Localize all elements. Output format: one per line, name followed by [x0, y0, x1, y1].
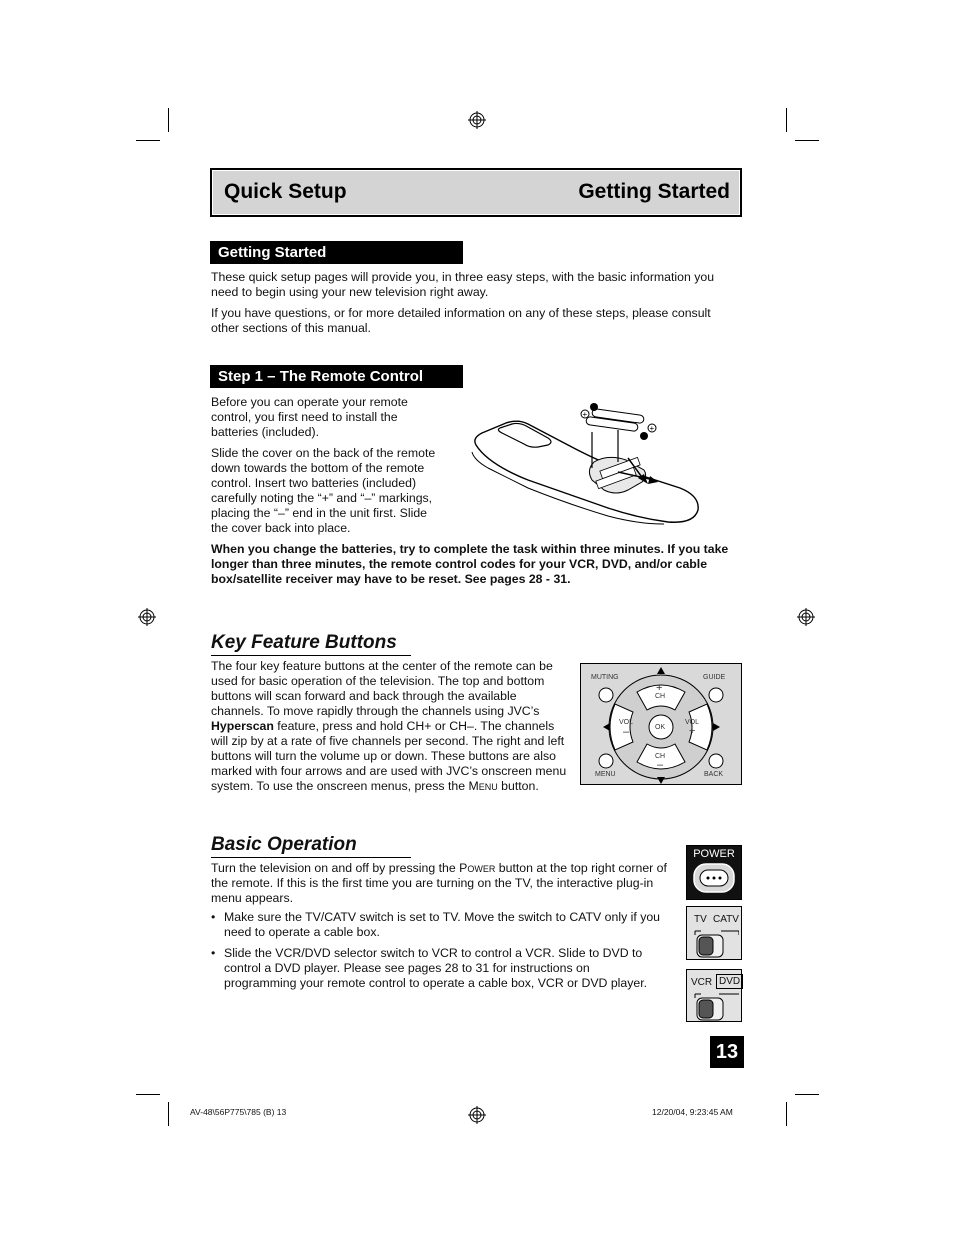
- svg-text:+: +: [649, 424, 655, 433]
- bullet-text: Make sure the TV/CATV switch is set to TV. Move the switch to CATV only if you need to operate a cable box.: [224, 910, 661, 939]
- ch-minus-sign: –: [657, 759, 664, 771]
- page-header: [210, 168, 742, 217]
- basic-text-a: Turn the television on and off by pressing the: [211, 861, 460, 875]
- menu-term: Menu: [468, 779, 498, 793]
- key-feature-heading: Key Feature Buttons: [211, 632, 411, 656]
- basic-operation-paragraph: [211, 861, 673, 906]
- catv-label: CATV: [713, 914, 739, 925]
- key-feature-text-c: button.: [497, 779, 539, 793]
- crop-mark: [136, 1094, 160, 1095]
- tv-catv-switch-icon: [691, 927, 739, 959]
- power-panel-label: POWER: [693, 848, 735, 860]
- basic-text-b: button at the top right corner of the remote. If this is the first time you are turning on the TV, the interactive plug-in menu appears.: [211, 861, 667, 905]
- ch-plus-sign: +: [656, 682, 663, 694]
- crop-mark: [786, 108, 787, 132]
- power-button-panel: [686, 845, 742, 900]
- crop-mark: [136, 140, 160, 141]
- crop-mark: [168, 108, 169, 132]
- crop-mark: [168, 1102, 169, 1126]
- getting-started-paragraph-2: If you have questions, or for more detailed information on any of these steps, please consult other sections of this manual.: [211, 306, 711, 335]
- registration-mark-icon: [138, 608, 156, 626]
- remote-battery-illustration: [468, 400, 704, 526]
- bullet-text: Slide the VCR/DVD selector switch to VCR to control a VCR. Slide to DVD to control a DVD player. Please see pages 28 to 31 for instructions on programming your remote control to operate a cable box, VCR or DVD player.: [224, 946, 648, 990]
- svg-text:+: +: [582, 410, 588, 419]
- vol-left-label: VOL: [619, 719, 634, 726]
- back-label: BACK: [704, 771, 724, 778]
- ok-label: OK: [655, 724, 666, 731]
- basic-operation-heading: Basic Operation: [211, 834, 411, 858]
- getting-started-paragraph-1: These quick setup pages will provide you, in three easy steps, with the basic information you need to begin using your new television right away.: [211, 270, 715, 299]
- vcr-dvd-switch-icon: [691, 990, 739, 1022]
- crop-mark: [795, 140, 819, 141]
- dpad-illustration: [580, 663, 742, 785]
- power-button-icon: [692, 862, 736, 894]
- bullet-item: [211, 910, 663, 940]
- vcr-label: VCR: [691, 977, 713, 988]
- registration-mark-icon: [468, 111, 486, 129]
- crop-mark: [786, 1102, 787, 1126]
- bullet-marker: •: [211, 910, 216, 924]
- dvd-label: DVD: [716, 974, 743, 989]
- menu-label: MENU: [595, 771, 616, 778]
- header-title-left: Quick Setup: [224, 180, 347, 203]
- registration-mark-icon: [797, 608, 815, 626]
- power-term: Power: [459, 861, 496, 875]
- ch-down-label: CH: [655, 753, 666, 760]
- ch-up-label: CH: [655, 693, 666, 700]
- bullet-marker: •: [211, 946, 216, 960]
- bullet-item: [211, 946, 663, 991]
- footer-file-info: AV-48\56P775\785 (B) 13: [190, 1107, 287, 1117]
- footer-timestamp: 12/20/04, 9:23:45 AM: [652, 1107, 733, 1117]
- key-feature-text-a: The four key feature buttons at the center of the remote can be used for basic operation of the television. The top and bottom buttons will scan forward and back through the available channels. To move rapidly through the channels using JVC’s: [211, 659, 553, 718]
- tv-catv-switch-panel: [686, 906, 742, 960]
- vol-plus-sign: +: [689, 725, 696, 737]
- vcr-dvd-switch-panel: [686, 969, 742, 1022]
- vol-right-label: VOL: [685, 719, 700, 726]
- step1-paragraph-2: Slide the cover on the back of the remote down towards the bottom of the remote control. Insert two batteries (included) carefully noting the “+” and “–” markings, placing the “–” end in the unit first. Slide the cover back into place.: [211, 446, 436, 535]
- guide-label: GUIDE: [703, 674, 726, 681]
- header-title-right: Getting Started: [578, 180, 730, 203]
- vol-minus-sign: –: [623, 726, 630, 738]
- battery-warning: When you change the batteries, try to complete the task within three minutes. If you take longer than three minutes, the remote control codes for your VCR, DVD, and/or cable box/satellite receiver may have to be reset. See pages 28 - 31.: [211, 542, 729, 586]
- crop-mark: [795, 1094, 819, 1095]
- tv-label: TV: [694, 914, 707, 925]
- key-feature-paragraph: [211, 659, 569, 794]
- getting-started-heading: Getting Started: [210, 241, 463, 264]
- page-number: 13: [710, 1036, 744, 1068]
- basic-operation-bullets: [211, 910, 663, 997]
- step1-heading: Step 1 – The Remote Control: [210, 365, 463, 388]
- hyperscan-term: Hyperscan: [211, 719, 274, 733]
- step1-paragraph-1: Before you can operate your remote control, you first need to install the batteries (included).: [211, 395, 408, 439]
- registration-mark-icon: [468, 1106, 486, 1124]
- key-feature-text-b: feature, press and hold CH+ or CH–. The channels will zip by at a rate of five channels per second. The right and left buttons will turn the volume up or down. These buttons are also marked with four arrows and are used with JVC’s onscreen menu system. To use the onscreen menus, press the: [211, 719, 567, 793]
- muting-label: MUTING: [591, 674, 619, 681]
